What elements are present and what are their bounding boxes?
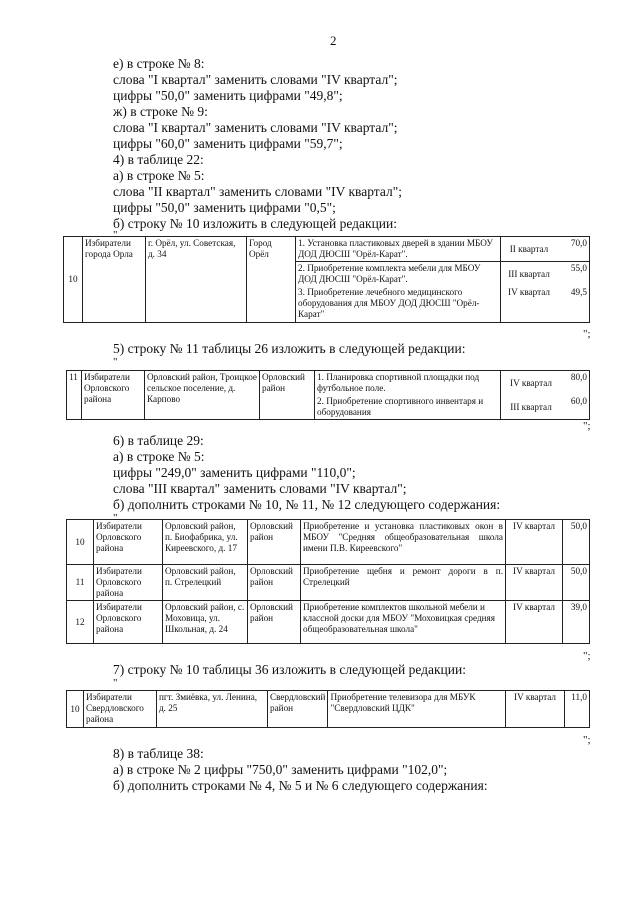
text-line: цифры "60,0" заменить цифрами "59,7"; [113,136,343,151]
row-number: 12 [67,601,94,644]
row-number: 11 [67,371,82,420]
item-text: Приобретение комплектов школьной мебели и классной доски для МБОУ "Моховицкая средняя общеобразовательная школа" [301,601,506,644]
text-line: а) в строке № 5: [113,449,205,464]
address-cell: Орловский район, п. Стрелецкий [163,565,248,601]
item-period: IV квартал [506,520,563,565]
text-line: цифры "249,0" заменить цифрами "110,0"; [113,465,356,480]
item-sum: 11,0 [565,691,590,728]
item-period: III квартал [501,395,562,420]
text-line: ж) в строке № 9: [113,104,208,119]
open-quote: " [113,229,118,241]
text-line: а) в строке № 5: [113,168,205,183]
text-line: слова "III квартал" заменить словами "IV квартал"; [113,481,407,496]
row-number: 10 [67,520,94,565]
district-cell: Орловский район [260,371,315,420]
voters-cell: Избиратели Орловского района [94,565,163,601]
table-29-new-rows [66,519,590,644]
open-quote: " [113,512,118,524]
item-sum: 70,0 [557,237,590,262]
close-quote: "; [583,650,591,662]
open-quote: " [113,356,118,368]
text-line: слова "I квартал" заменить словами "IV квартал"; [113,120,398,135]
district-cell: Орловский район [248,520,301,565]
district-cell: Свердловский район [268,691,328,728]
item-sum: 49,5 [557,286,590,323]
item-period: IV квартал [506,565,563,601]
text-line: 4) в таблице 22: [113,152,204,167]
address-cell: Орловский район, с. Моховица, ул. Школьная, д. 24 [163,601,248,644]
item-text: 3. Приобретение лечебного медицинского оборудования для МБОУ ДОД ДЮСШ "Орёл-Карат" [296,286,501,323]
district-cell: Орловский район [248,565,301,601]
text-line: слова "II квартал" заменить словами "IV квартал"; [113,184,402,199]
item-text: Приобретение щебня и ремонт дороги в п. Стрелецкий [301,565,506,601]
table-36-row-10 [66,690,590,728]
text-line: б) дополнить строками № 10, № 11, № 12 следующего содержания: [113,497,501,512]
item-sum: 80,0 [561,371,590,396]
item-period: IV квартал [506,691,565,728]
district-cell: Орловский район [248,601,301,644]
address-cell: г. Орёл, ул. Советская, д. 34 [146,237,247,323]
row-number: 10 [67,691,84,728]
address-cell: Орловский район, п. Биофабрика, ул. Киреевского, д. 17 [163,520,248,565]
item-period: IV квартал [501,371,562,396]
district-cell: Город Орёл [247,237,296,323]
item-period: III квартал [501,262,558,287]
open-quote: " [113,677,118,689]
close-quote: "; [583,734,591,746]
text-line: а) в строке № 2 цифры "750,0" заменить цифрами "102,0"; [113,762,448,777]
item-sum: 50,0 [563,520,590,565]
item-text: 2. Приобретение комплекта мебели для МБОУ ДОД ДЮСШ "Орёл-Карат". [296,262,501,287]
text-line: цифры "50,0" заменить цифрами "49,8"; [113,88,343,103]
voters-cell: Избиратели Орловского района [94,601,163,644]
item-text: Приобретение телевизора для МБУК "Свердловский ЦДК" [328,691,506,728]
item-sum: 55,0 [557,262,590,287]
row-number: 10 [64,237,83,323]
item-period: IV квартал [506,601,563,644]
text-line: б) дополнить строками № 4, № 5 и № 6 следующего содержания: [113,778,488,793]
text-line: 6) в таблице 29: [113,433,204,448]
item-sum: 39,0 [563,601,590,644]
address-cell: Орловский район, Троицкое сельское поселение, д. Карпово [145,371,260,420]
item-text: 1. Планировка спортивной площадки под футбольное поле. [315,371,501,396]
item-sum: 60,0 [561,395,590,420]
table-26-row-11 [66,370,590,420]
item-sum: 50,0 [563,565,590,601]
text-line: 5) строку № 11 таблицы 26 изложить в следующей редакции: [113,341,466,356]
page-number: 2 [330,33,337,48]
table-22-row-10 [63,236,590,323]
item-period: II квартал [501,237,558,262]
text-line: 7) строку № 10 таблицы 36 изложить в следующей редакции: [113,662,466,677]
voters-cell: Избиратели Орловского района [82,371,145,420]
text-line: слова "I квартал" заменить словами "IV квартал"; [113,72,398,87]
item-text: 1. Установка пластиковых дверей в здании МБОУ ДОД ДЮСШ "Орёл-Карат". [296,237,501,262]
text-line: 8) в таблице 38: [113,746,204,761]
text-line: е) в строке № 8: [113,56,205,71]
address-cell: пгт. Змиёвка, ул. Ленина, д. 25 [157,691,268,728]
voters-cell: Избиратели города Орла [83,237,146,323]
close-quote: "; [583,420,591,432]
close-quote: "; [583,328,591,340]
text-line: б) строку № 10 изложить в следующей редакции: [113,216,398,231]
item-text: 2. Приобретение спортивного инвентаря и оборудования [315,395,501,420]
item-period: IV квартал [501,286,558,323]
item-text: Приобретение и установка пластиковых окон в МБОУ "Средняя общеобразовательная школа имени П.В. Киреевского" [301,520,506,565]
voters-cell: Избиратели Свердловского района [84,691,157,728]
row-number: 11 [67,565,94,601]
text-line: цифры "50,0" заменить цифрами "0,5"; [113,200,336,215]
voters-cell: Избиратели Орловского района [94,520,163,565]
